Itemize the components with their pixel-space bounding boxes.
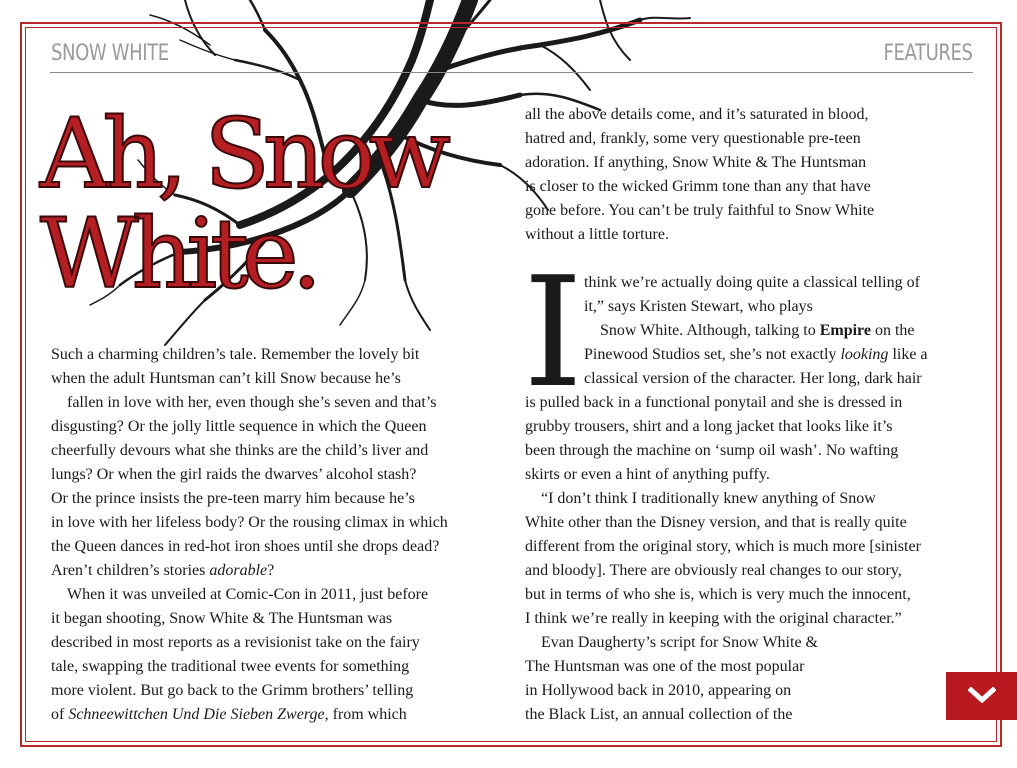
body-text: like a <box>888 346 928 363</box>
body-line: I think we’re really in keeping with the original character.” <box>525 610 902 627</box>
body-text: ? <box>267 562 275 579</box>
scroll-down-button[interactable] <box>946 672 1017 720</box>
body-emphasis: adorable <box>209 562 268 579</box>
headline-line-2: White. <box>40 198 316 310</box>
body-line: is closer to the wicked Grimm tone than any that have <box>525 178 871 195</box>
body-emphasis: looking <box>840 346 889 363</box>
body-line: skirts or even a hint of anything puffy. <box>525 466 770 483</box>
body-line: tale, swapping the traditional twee events for something <box>51 658 410 675</box>
body-line: all the above details come, and it’s saturated in blood, <box>525 106 869 123</box>
body-line: “I don’t think I traditionally knew anything of Snow <box>541 490 876 507</box>
body-line <box>51 559 501 583</box>
body-line: more violent. But go back to the Grimm brothers’ telling <box>51 682 414 699</box>
body-text: Pinewood Studios set, she’s not exactly <box>584 346 841 363</box>
dropcap-letter: I <box>523 244 584 421</box>
body-text: of <box>51 706 69 723</box>
body-bold: Empire <box>819 322 871 339</box>
header-divider <box>50 72 973 73</box>
body-line: Evan Daugherty’s script for Snow White & <box>541 634 818 651</box>
body-line: the Black List, an annual collection of the <box>525 706 793 723</box>
body-line <box>51 703 501 727</box>
body-line: different from the original story, which is much more [sinister <box>525 538 921 555</box>
chevron-down-icon <box>968 687 996 705</box>
article-column-left <box>51 343 501 727</box>
body-text: , from which <box>324 706 407 723</box>
section-label-snow-white: SNOW WHITE <box>51 41 169 66</box>
body-emphasis: Schneewittchen Und Die Sieben Zwerge <box>68 706 325 723</box>
body-line: Such a charming children’s tale. Remember the lovely bit <box>51 346 420 363</box>
body-line: disgusting? Or the jolly little sequence in which the Queen <box>51 418 427 435</box>
body-line: fallen in love with her, even though she’s seven and that’s <box>67 394 437 411</box>
body-line: lungs? Or when the girl raids the dwarves’ alcohol stash? <box>51 466 417 483</box>
body-line: in Hollywood back in 2010, appearing on <box>525 682 792 699</box>
body-text: Snow White. Although, talking to <box>600 322 820 339</box>
article-column-right <box>525 103 975 727</box>
body-line: adoration. If anything, Snow White & The Huntsman <box>525 154 867 171</box>
body-text: Aren’t children’s stories <box>51 562 210 579</box>
body-line: and bloody]. There are obviously real changes to our story, <box>525 562 902 579</box>
body-line: The Huntsman was one of the most popular <box>525 658 805 675</box>
body-line: When it was unveiled at Comic-Con in 2011, just before <box>67 586 429 603</box>
body-line: cheerfully devours what she thinks are the child’s liver and <box>51 442 429 459</box>
headline-line-1: Ah, Snow <box>40 98 444 210</box>
body-line: but in terms of who she is, which is very much the innocent, <box>525 586 911 603</box>
body-line: it began shooting, Snow White & The Huntsman was <box>51 610 393 627</box>
body-line: when the adult Huntsman can’t kill Snow because he’s <box>51 370 401 387</box>
body-line: gone before. You can’t be truly faithful to Snow White <box>525 202 875 219</box>
article-headline <box>40 98 510 310</box>
body-line: think we’re actually doing quite a classical telling of <box>584 274 920 291</box>
body-text: on the <box>870 322 915 339</box>
body-line: without a little torture. <box>525 226 669 243</box>
body-line: is pulled back in a functional ponytail and she is dressed in <box>525 394 903 411</box>
body-line: White other than the Disney version, and that is really quite <box>525 514 907 531</box>
body-line: in love with her lifeless body? Or the rousing climax in which <box>51 514 448 531</box>
body-line <box>525 319 975 343</box>
section-label-features: FEATURES <box>883 41 973 66</box>
body-line: hatred and, frankly, some very questionable pre-teen <box>525 130 861 147</box>
body-line: Or the prince insists the pre-teen marry him because he’s <box>51 490 415 507</box>
body-line <box>525 343 975 367</box>
body-line: classical version of the character. Her long, dark hair <box>584 370 922 387</box>
body-line: it,” says Kristen Stewart, who plays <box>584 298 813 315</box>
body-line: described in most reports as a revisionist take on the fairy <box>51 634 420 651</box>
body-line: the Queen dances in red-hot iron shoes until she drops dead? <box>51 538 440 555</box>
body-line: grubby trousers, shirt and a long jacket that looks like it’s <box>525 418 893 435</box>
body-line: been through the machine on ‘sump oil wash’. No wafting <box>525 442 899 459</box>
